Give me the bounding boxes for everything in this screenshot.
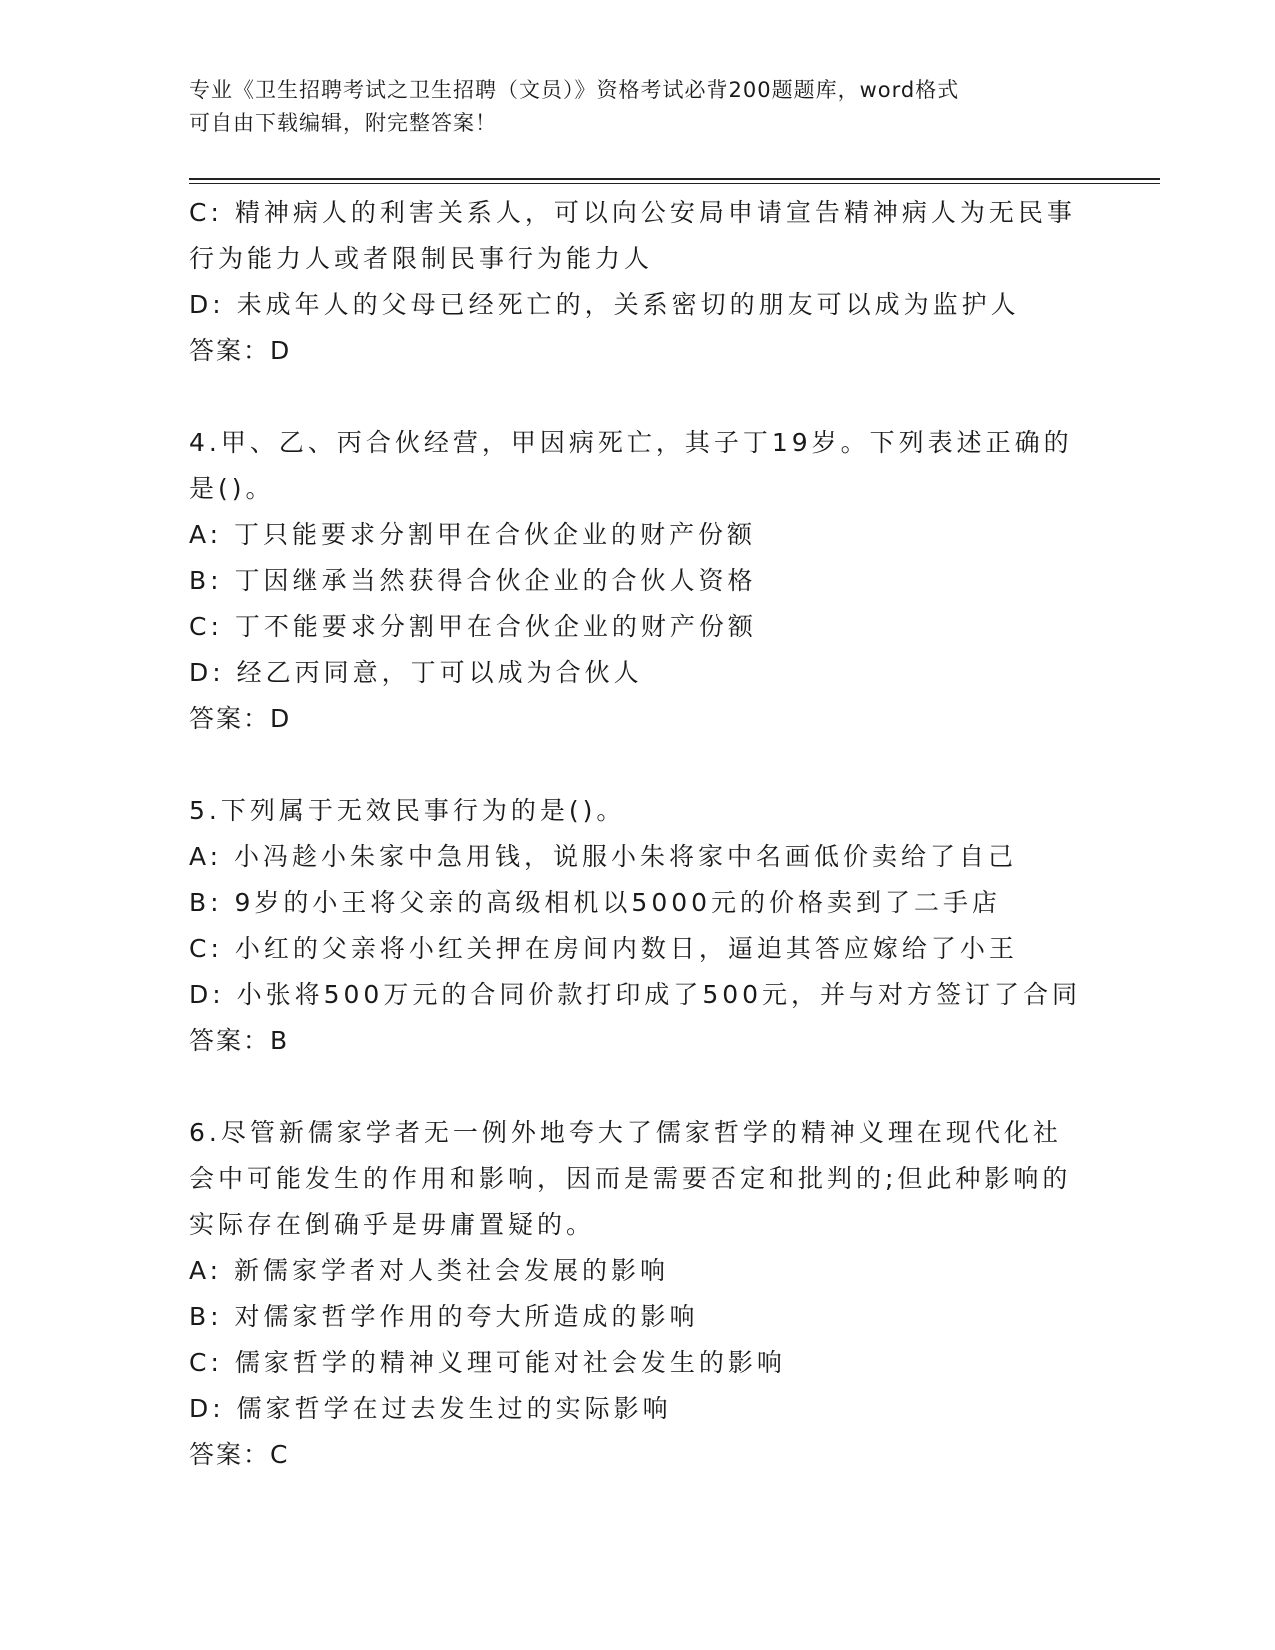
question-6 (189, 1110, 1089, 1478)
answer-line: 答案：C (189, 1440, 290, 1469)
option-a: A: 小冯趁小朱家中急用钱，说服小朱将家中名画低价卖给了自己 (189, 842, 1018, 871)
question-3-tail (189, 190, 1089, 374)
question-stem: 5.下列属于无效民事行为的是()。 (189, 796, 626, 825)
header-title-line1: 专业《卫生招聘考试之卫生招聘（文员）》资格考试必背200题题库，word格式 (189, 78, 960, 102)
question-stem-continued: 是()。 (189, 474, 275, 503)
question-stem: 6.尽管新儒家学者无一例外地夸大了儒家哲学的精神义理在现代化社 (189, 1118, 1062, 1147)
answer-line: 答案：D (189, 704, 292, 733)
option-d: D: 小张将500万元的合同价款打印成了500元，并与对方签订了合同 (189, 980, 1082, 1009)
option-c-continued: 行为能力人或者限制民事行为能力人 (189, 244, 654, 273)
option-c: C: 精神病人的利害关系人，可以向公安局申请宣告精神病人为无民事 (189, 198, 1076, 227)
question-5 (189, 788, 1089, 1064)
option-c: C: 小红的父亲将小红关押在房间内数日，逼迫其答应嫁给了小王 (189, 934, 1018, 963)
question-stem: 4.甲、乙、丙合伙经营，甲因病死亡，其子丁19岁。下列表述正确的 (189, 428, 1073, 457)
option-d: D: 未成年人的父母已经死亡的，关系密切的朋友可以成为监护人 (189, 290, 1020, 319)
option-d: D: 儒家哲学在过去发生过的实际影响 (189, 1394, 672, 1423)
option-d: D: 经乙丙同意，丁可以成为合伙人 (189, 658, 643, 687)
header-divider-thick (189, 178, 1160, 180)
question-stem-continued: 实际存在倒确乎是毋庸置疑的。 (189, 1210, 596, 1239)
option-b: B: 丁因继承当然获得合伙企业的合伙人资格 (189, 566, 757, 595)
document-header (189, 74, 1089, 140)
header-title-line2: 可自由下载编辑，附完整答案！ (189, 111, 497, 135)
answer-line: 答案：B (189, 1026, 290, 1055)
option-c: C: 丁不能要求分割甲在合伙企业的财产份额 (189, 612, 757, 641)
question-4 (189, 420, 1089, 742)
answer-line: 答案：D (189, 336, 292, 365)
question-stem-continued: 会中可能发生的作用和影响，因而是需要否定和批判的;但此种影响的 (189, 1164, 1072, 1193)
question-content (189, 190, 1089, 1478)
option-b: B: 对儒家哲学作用的夸大所造成的影响 (189, 1302, 699, 1331)
option-c: C: 儒家哲学的精神义理可能对社会发生的影响 (189, 1348, 786, 1377)
option-a: A: 丁只能要求分割甲在合伙企业的财产份额 (189, 520, 757, 549)
header-divider-thin (189, 183, 1160, 184)
option-a: A: 新儒家学者对人类社会发展的影响 (189, 1256, 670, 1285)
option-b: B: 9岁的小王将父亲的高级相机以5000元的价格卖到了二手店 (189, 888, 1002, 917)
